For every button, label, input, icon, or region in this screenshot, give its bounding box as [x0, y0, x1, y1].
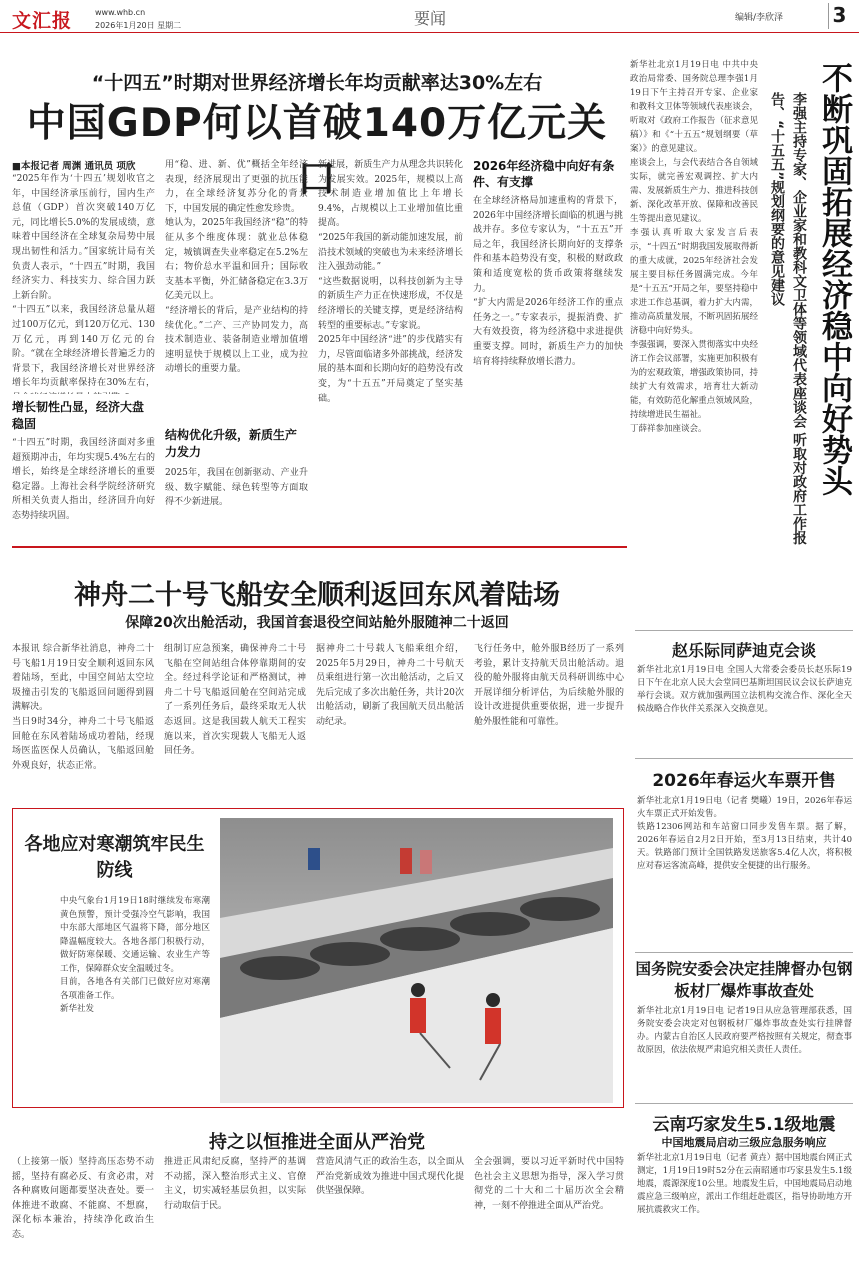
bottom-col1: （上接第一版）坚持高压态势不动摇，坚持有腐必反、有贪必肃，对各种腐败问题都要坚决查处。要一体推进不敢腐、不能腐、不想腐，深化标本兼治，持续净化政治生态。: [12, 1157, 154, 1240]
lead-column-1: [12, 158, 155, 538]
lead-byline: ■本报记者 周渊 通讯员 项欣: [12, 161, 136, 172]
masthead-divider: [0, 32, 859, 33]
shenzhou-col3: 据神舟二十号载人飞船乘组介绍，2025年5月29日，神舟二十号航天员乘组进行第一次出舱活动，之后又先后完成了多次出舱任务，共计20次出舱活动，刷新了我国航天员出舱活动纪录。: [316, 644, 464, 727]
zhao-headline: 赵乐际同萨迪克会谈: [671, 641, 816, 660]
lead-col2b-text: 2025年，我国在创新驱动、产业升级、数字赋能、绿色转型等方面取得不少新进展。: [165, 468, 308, 508]
lead-col1-text: “2025年作为‘十四五’规划收官之年，中国经济承压前行，国内生产总值（GDP）首次突破140万亿元，同比增长5.0%的发展成绩，意味着中国经济在全球复杂局势中展现出韧性和活力。”国家统计局有关负责人表示，“十四五”时期，我国经济实力、科技实力、综合国力跃上新台阶。 “十四五”以来，我国经济总量从超过100万亿元，到120万亿元、130万亿元，再到140万亿元的台阶。“就在全球经济增长普遍乏力的背景下，我国经济增长对世界经济增长年均贡献率保持在30%左右，: [12, 174, 155, 389]
right-divider-4: [635, 1103, 853, 1104]
page-editor: 编辑/李欣泽: [735, 13, 784, 23]
bottom-col3: 营造风清气正的政治生态，以全面从严治党新成效为推进中国式现代化提供坚强保障。: [316, 1157, 464, 1197]
lead-subhead-b: 结构优化升级，新质生产力发力: [165, 428, 298, 459]
quake-headline: 云南巧家发生5.1级地震: [652, 1115, 836, 1135]
lead-col4-text: 在全球经济格局加速重构的背景下，2026年中国经济增长面临的机遇与挑战并存。多位专家认为，“十五五”开局之年，我国经济长期向好的支撑条件和基本趋势没有变，积极的财政政策和适度宽松的货币政策将继续发力。 “扩大内需是2026年经济工作的重点任务之一。”专家表示，提振消费、扩大有效投资，将为经济稳中求进提供重要支撑。同时，新质生产力的加快培育将持续释放增长潜力。: [473, 196, 623, 367]
quake-subhead: 中国地震局启动三级应急服务响应: [661, 1136, 827, 1149]
safety-body: 新华社北京1月19日电 记者19日从应急管理部获悉，国务院安委会决定对包钢板材厂爆炸事故查处实行挂牌督办。内蒙古自治区人民政府要严格按照有关规定，彻查事故原因，依法依规严肃追究相关责任人责任。: [637, 1006, 852, 1055]
page-number: 3: [828, 3, 850, 29]
section-name: 要闻: [413, 9, 446, 28]
side-headline: 不断巩固拓展经济稳中向好势头: [816, 62, 852, 496]
bottom-col2: 推进正风肃纪反腐，坚持严的基调不动摇，深入整治形式主义、官僚主义，切实减轻基层负担，以实际行动取信于民。: [164, 1157, 306, 1211]
lead-column-2: [165, 158, 308, 538]
side-story: [630, 58, 855, 570]
shenzhou-col1: 本报讯 综合新华社消息，神舟二十号飞船1月19日安全顺利返回东风着陆场，至此，中国空间站太空垃圾撞击引发的飞船返回问题得到圆满解决。 当日9时34分，神舟二十号飞船返回舱在东风着陆场成功着陆，经现场医监医保人员确认，飞船返回舱外观良好，状态正常。: [12, 644, 154, 771]
masthead: [0, 0, 859, 40]
spring-rail-body: 新华社北京1月19日电（记者 樊曦）19日，2026年春运火车票正式开始发售。 铁路12306网站和车站窗口同步发售车票。据了解，2026年春运自2月2日开始，至3月13日结束，共计40天。铁路部门预计全国铁路发送旅客5.4亿人次，将积极应对春运客流高峰，提供安全便捷的出行服务。: [637, 796, 852, 871]
lead-col3-text: 新进展，新质生产力从理念共识转化为发展实效。2025年，规模以上高技术制造业增加值比上年增长9.4%，占规模以上工业增加值比重提高。 “2025年我国的新动能加速发展，前沿技术领域的突破也为未来经济增长注入强劲动能。” “这些数据说明，以科技创新为主导的新质生产力正在快速形成，不仅是经济增长的关键支撑，更是经济结构转型的重要标志。”专家说。 2025年中国经济“进”的步伐踏实有力，尽管面临诸多外部挑战，经济发展的基本面和长期向好的趋势没有改变，为“十五五”开局奠定了坚实基础。: [318, 160, 463, 404]
lead-subhead-a: 增长韧性凸显，经济大盘稳固: [12, 400, 145, 431]
zhao-body: 新华社北京1月19日电 全国人大常委会委员长赵乐际19日下午在北京人民大会堂同巴基斯坦国民议会议长萨迪克举行会谈。双方就加强两国立法机构交流合作、深化全天候战略合作伙伴关系深入交换意见。: [637, 665, 852, 714]
site-url[interactable]: www.whb.cn: [95, 8, 146, 17]
lead-headline: 中国GDP何以首破140万亿元关口: [26, 101, 608, 202]
cold-wave-headline: 各地应对寒潮筑牢民生防线: [24, 834, 205, 881]
issue-date: 2026年1月20日 星期二: [95, 21, 182, 30]
cold-wave-body: 中央气象台1月19日18时继续发布寒潮黄色预警，预计受强冷空气影响，我国中东部大部地区气温将下降，部分地区降温幅度较大。各地各部门积极行动，做好防寒保暖、交通运输、农业生产等工作，保障群众安全温暖过冬。 目前，各地各有关部门已做好应对寒潮各项准备工作。 新华社发: [60, 896, 210, 1014]
side-body: 新华社北京1月19日电 中共中央政治局常委、国务院总理李强1月19日下午主持召开专家、企业家和教科文卫体等领域代表座谈会，听取对《政府工作报告（征求意见稿）》和《“十五五”规划纲要（草案）》的意见建议。 座谈会上，与会代表结合各自领域实际，就完善宏观调控、扩大内需、发展新质生产力、推进科技创新、深化改革开放、保障和改善民生等提出意见建议。 李强认真听取大家发言后表示，“十四五”时期我国发展取得新的重大成就，2025年经济社会发展主要目标任务圆满完成。今年是“十五五”开局之年，要坚持稳中求进工作总基调，着力扩大内需，推动高质量发展，不断巩固拓展经济稳中向好势头。 李强强调，要深入贯彻落实中央经济工作会议部署，实施更加积极有为的宏观政策，增强政策协同，持续扩大有效需求，培育壮大新动能，有效防范化解重点领域风险，持续增进民生福祉。 丁薛祥参加座谈会。: [630, 60, 758, 434]
section-divider: [12, 546, 627, 548]
newspaper-logo: 文汇报: [12, 10, 73, 32]
bottom-col4: 全会强调，要以习近平新时代中国特色社会主义思想为指导，深入学习贯彻党的二十大和二十届历次全会精神，一刻不停推进全面从严治党。: [474, 1157, 624, 1211]
side-subhead: 李强主持专家、企业家和教科文卫体等领域代表座谈会 听取对政府工作报告、“十五五”规划纲要的意见建议: [769, 92, 807, 545]
safety-headline: 国务院安委会决定挂牌督办包钢板材厂爆炸事故查处: [635, 960, 853, 1000]
right-divider-2: [635, 758, 853, 759]
workers-on-levee-image: [220, 818, 613, 1103]
shenzhou-col4: 飞行任务中，舱外服B经历了一系列考验，累计支持航天员出舱活动。退役的舱外服将由航天员科研训练中心开展详细分析评估，为后续舱外服的设计改进提供重要依据，进一步提升舱外服性能和可靠性。: [474, 644, 624, 727]
lead-subtitle: “十四五”时期对世界经济增长年均贡献率达30%左右: [91, 72, 543, 94]
lead-column-3: [318, 158, 463, 538]
right-divider-1: [635, 630, 853, 631]
shenzhou-col2: 组制订应急预案，确保神舟二十号飞船在空间站组合体停靠期间的安全。经过科学论证和严格测试，神舟二十号飞船返回舱在空间站完成了一系列任务后，最终采取无人状态返回。这是我国载人航天工程实施以来，首次实现载人飞船无人返回任务。: [164, 644, 306, 757]
lead-col2-text: 用“稳、进、新、优”概括全年经济表现，经济展现出了更强的抗压能力，在全球经济复苏分化的背景下，中国发展的确定性愈发珍贵。 她认为，2025年我国经济“稳”的特征从多个维度体现：就业总体稳定，城镇调查失业率稳定在5.2%左右；物价总水平温和回升；国际收支基本平衡，外汇储备稳定在3.3万亿美元以上。 “经济增长的背后，是产业结构的持续优化。”二产、三产协同发力，高技术制造业、装备制造业增加值增速明显快于规模以上工业，成为拉动增长的重要力量。: [165, 160, 308, 375]
lead-subhead-c: 2026年经济稳中向好有条件、有支撑: [473, 159, 615, 189]
shenzhou-headline: 神舟二十号飞船安全顺利返回东风着陆场: [74, 580, 560, 611]
lead-column-4: [473, 158, 623, 538]
spring-rail-headline: 2026年春运火车票开售: [652, 771, 836, 791]
cold-wave-photo: [220, 818, 613, 1103]
quake-body: 新华社北京1月19日电（记者 黄垚）据中国地震台网正式测定，1月19日19时52分在云南昭通市巧家县发生5.1级地震，震源深度10公里。地震发生后，中国地震局启动地震应急三级响应，派出工作组赶赴震区，指导协助地方开展抗震救灾工作。: [637, 1153, 852, 1215]
right-divider-3: [635, 952, 853, 953]
shenzhou-subhead: 保障20次出舱活动，我国首套退役空间站舱外服随神二十返回: [125, 615, 509, 631]
lead-col1b-text: “十四五”时期，我国经济面对多重超预期冲击，年均实现5.4%左右的增长，始终是全球经济增长的重要稳定器。上海社会科学院经济研究所相关负责人指出，经济回升向好态势持续巩固。: [12, 438, 155, 521]
bottom-headline: 持之以恒推进全面从严治党: [209, 1132, 425, 1153]
